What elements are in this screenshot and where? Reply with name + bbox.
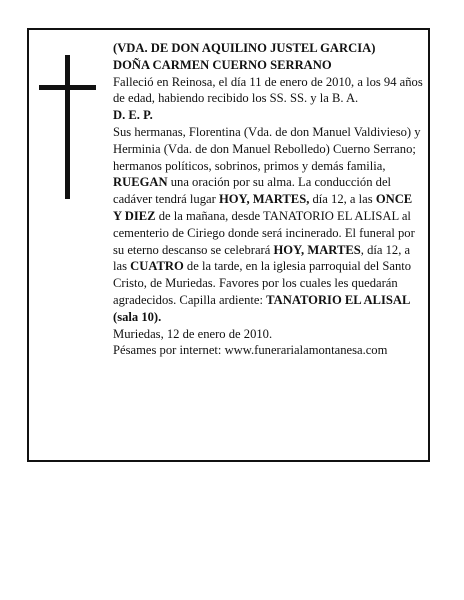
cross-icon-bar <box>39 85 96 90</box>
dep-line: D. E. P. <box>113 108 153 123</box>
deceased-name: DOÑA CARMEN CUERNO SERRANO <box>113 57 332 72</box>
death-info: Falleció en Reinosa, el día 11 de enero de 2010, a los 94 años de edad, habiendo recibido los SS. SS. y la B. A. <box>113 74 423 106</box>
ceremony-text-1: una oración por su alma. La conducción del cadáver tendrá lugar <box>113 175 392 207</box>
ceremony-time-2: CUATRO <box>130 259 184 274</box>
ceremony-time-1: ONCE Y DIEZ <box>113 192 413 223</box>
ceremony-day-2: HOY, MARTES <box>273 242 361 257</box>
ruegan: RUEGAN <box>113 175 168 190</box>
place-date: Muriedas, 12 de enero de 2010. <box>113 326 273 341</box>
obituary-text <box>113 40 423 359</box>
chapel-location: TANATORIO EL ALISAL (sala 10). <box>113 292 410 324</box>
condolences-link: Pésames por internet: www.funerarialamontanesa.com <box>113 343 388 358</box>
ceremony-paragraph <box>113 174 423 325</box>
ceremony-text-2: día 12, a las <box>309 192 376 207</box>
cross-icon <box>65 55 70 199</box>
ceremony-text-4: , día 12, a las <box>113 242 411 274</box>
widow-line: (VDA. DE DON AQUILINO JUSTEL GARCIA) <box>113 41 376 55</box>
family-paragraph: Sus hermanas, Florentina (Vda. de don Manuel Valdivieso) y Herminia (Vda. de don Manuel Rebolledo) Cuerno Serrano; hermanos políticos, sobrinos, primos y demás familia, <box>113 124 421 173</box>
ceremony-text-3: de la mañana, desde TANATORIO EL ALISAL al cementerio de Ciriego donde será incinerado. El funeral por su eterno descanso se celebrará <box>113 208 415 257</box>
ceremony-text-5: de la tarde, en la iglesia parroquial del Santo Cristo, de Muriedas. Favores por los cuales les quedarán agradecidos. Capilla ardiente: <box>113 259 412 307</box>
ceremony-day-1: HOY, MARTES, <box>218 192 310 207</box>
